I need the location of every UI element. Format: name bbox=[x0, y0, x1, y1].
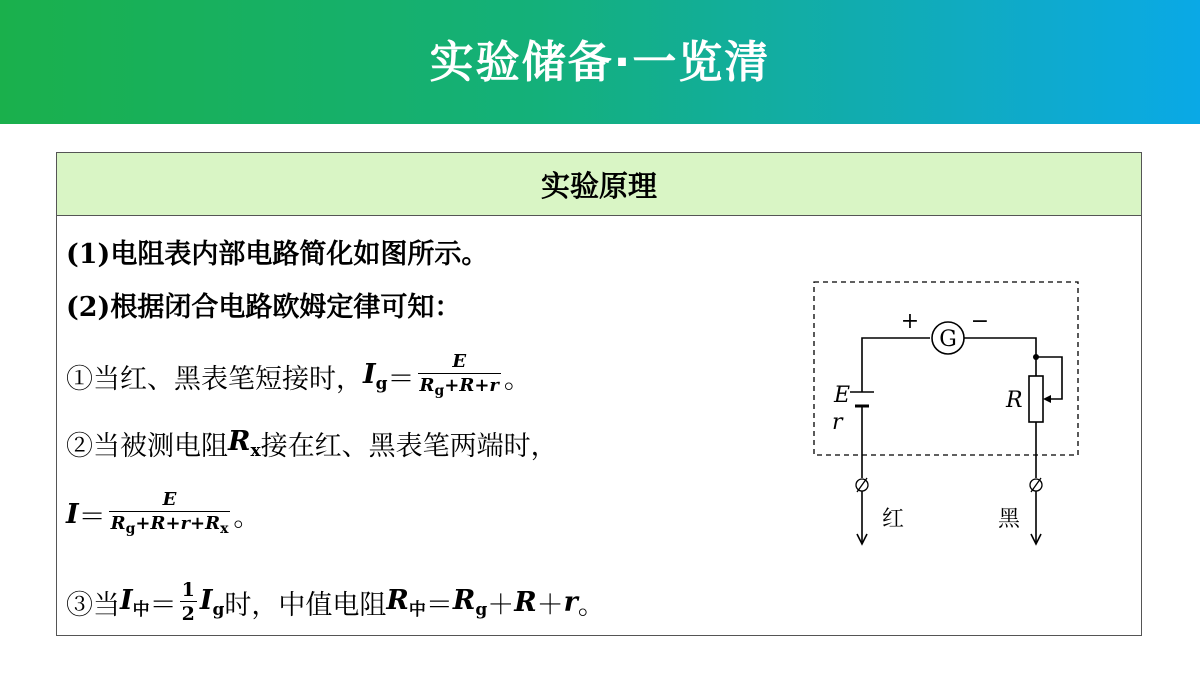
text-line-5: I ＝ $\frac{E}{R_g+R+r+R_x}$ 。 bbox=[66, 489, 261, 537]
resistor-icon bbox=[1029, 376, 1043, 422]
fraction-i: $\frac{E}{R_g+R+r+R_x}$ bbox=[110, 489, 229, 537]
var-r-mid: $R_中$ bbox=[386, 584, 426, 620]
minus-sign: − bbox=[970, 309, 990, 334]
var-rg: $R_g$ bbox=[452, 584, 488, 620]
var-i-mid: $I_中$ bbox=[120, 584, 150, 620]
text-line-6: ③当 $I_中$ ＝ $\frac{1}{2}$ $I_g$ 时，中值电阻 $R_中$ ＝ $R_g$ ＋ R ＋ r 。 bbox=[66, 579, 605, 625]
line3-prefix: ①当红、黑表笔短接时， bbox=[66, 364, 363, 395]
galvanometer-label: G bbox=[939, 327, 957, 352]
panel-header bbox=[57, 153, 1141, 216]
header-banner bbox=[0, 0, 1200, 124]
var-ig2: $I_g$ bbox=[199, 584, 225, 620]
dashed-enclosure bbox=[814, 282, 1078, 455]
text-line-1 bbox=[66, 232, 488, 271]
slider-arrow-icon bbox=[1043, 395, 1051, 403]
wire-top-right bbox=[964, 338, 1036, 376]
equals: ＝ bbox=[387, 364, 415, 395]
var-i: I bbox=[66, 499, 79, 530]
line4-prefix: ②当被测电阻 bbox=[66, 431, 228, 462]
text-line-4 bbox=[66, 424, 558, 463]
line1-text: (1)电阻表内部电路简化如图所示。 bbox=[66, 239, 489, 270]
emf-label: E bbox=[834, 383, 851, 408]
line4-suffix: 接在红、黑表笔两端时， bbox=[260, 431, 558, 462]
black-probe-label: 黑 bbox=[998, 507, 1021, 532]
var-rx: $R_x$ bbox=[228, 426, 261, 461]
resistor-label: R bbox=[1006, 388, 1023, 413]
fraction-ig: $\frac{E}{R_g+R+r}$ bbox=[419, 351, 499, 399]
var-ig: $I_g$ bbox=[363, 359, 388, 394]
panel-title: 实验原理 bbox=[540, 168, 657, 203]
text-line-2 bbox=[66, 285, 461, 324]
plus-sign: + bbox=[900, 309, 920, 334]
fraction-half: $\frac{1}{2}$ bbox=[181, 579, 195, 625]
ohmmeter-circuit-diagram bbox=[810, 280, 1085, 550]
line2-text: (2)根据闭合电路欧姆定律可知： bbox=[66, 292, 462, 323]
red-probe-label: 红 bbox=[882, 507, 905, 532]
wire-top-left bbox=[862, 338, 930, 392]
text-line-3: ①当红、黑表笔短接时， $I_g$ ＝ $\frac{E}{R_g+R+r}$ 。 bbox=[66, 351, 531, 399]
page-title: 实验储备·一览清 bbox=[429, 37, 771, 88]
internal-resistance-label: r bbox=[832, 410, 843, 435]
